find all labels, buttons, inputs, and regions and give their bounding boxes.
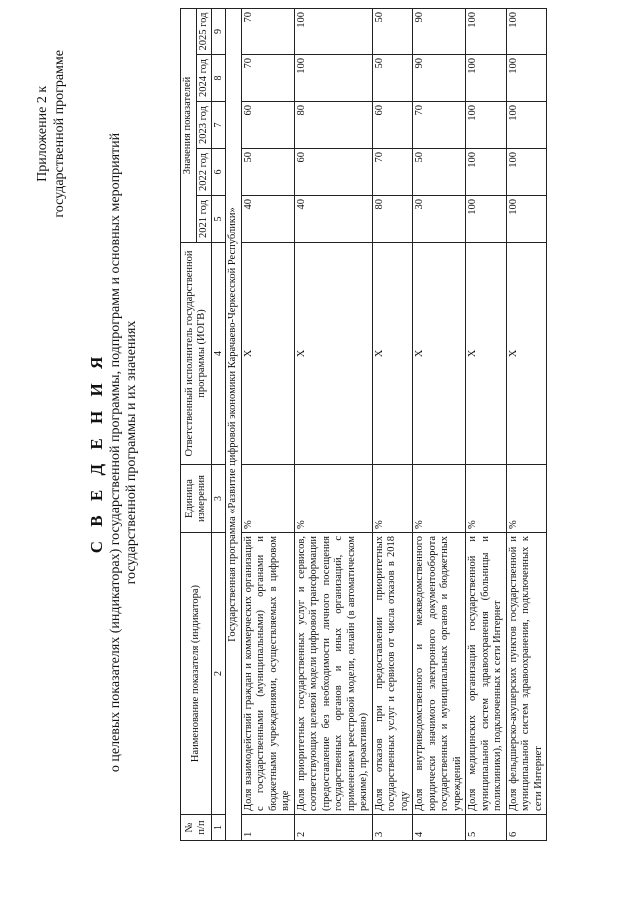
row-unit: % [466, 465, 507, 533]
row-executor: Х [372, 243, 413, 465]
column-index: 6 [212, 149, 226, 196]
row-value-2024: 70 [241, 55, 294, 102]
row-num: 5 [466, 815, 507, 841]
table-row [466, 9, 507, 841]
row-value-2022: 70 [372, 149, 413, 196]
row-value-2022: 100 [506, 149, 547, 196]
row-value-2022: 50 [241, 149, 294, 196]
header-executor: Ответственный исполнитель государственной программы (ИОГВ) [181, 243, 212, 465]
row-value-2022: 100 [466, 149, 507, 196]
appendix-line-1: Приложение 2 к [35, 85, 50, 182]
header-row [181, 9, 197, 841]
row-value-2025: 100 [466, 9, 507, 55]
row-value-2021: 30 [413, 196, 466, 243]
header-year: 2022 год [196, 149, 212, 196]
header-year: 2021 год [196, 196, 212, 243]
row-num: 3 [372, 815, 413, 841]
row-indicator-name: Доля приоритетных государственных услуг и сервисов, соответствующих целевой модели цифровой трансформации (предоставление без необходимости личного посещения государственных органов и иных организаций, с применением реестровой модели, онлайн (в автоматическом режиме), проактивно) [294, 533, 372, 815]
row-num: 4 [413, 815, 466, 841]
row-value-2021: 80 [372, 196, 413, 243]
row-value-2023: 80 [294, 102, 372, 149]
row-value-2023: 70 [413, 102, 466, 149]
row-value-2024: 100 [506, 55, 547, 102]
row-value-2023: 60 [372, 102, 413, 149]
row-value-2021: 40 [241, 196, 294, 243]
subtitle-line-2: государственной программы и их значениях [124, 320, 139, 585]
header-year: 2025 год [196, 9, 212, 55]
row-executor: Х [241, 243, 294, 465]
row-value-2025: 100 [294, 9, 372, 55]
table-row [294, 9, 372, 841]
row-indicator-name: Доля внутриведомственного и межведомственного юридически значимого электронного документооборота государственных и муниципальных органов и бюджетных учреждений [413, 533, 466, 815]
row-value-2025: 90 [413, 9, 466, 55]
column-index-row [212, 9, 226, 841]
row-value-2025: 100 [506, 9, 547, 55]
column-index: 1 [212, 815, 226, 841]
row-executor: Х [413, 243, 466, 465]
row-value-2024: 50 [372, 55, 413, 102]
row-value-2021: 100 [506, 196, 547, 243]
header-year: 2024 год [196, 55, 212, 102]
table-row [506, 9, 547, 841]
row-executor: Х [294, 243, 372, 465]
table-row [372, 9, 413, 841]
row-value-2024: 100 [294, 55, 372, 102]
column-index: 3 [212, 465, 226, 533]
row-unit: % [413, 465, 466, 533]
header-year: 2023 год [196, 102, 212, 149]
column-index: 2 [212, 533, 226, 815]
document-title: С В Е Д Е Н И Я [87, 351, 106, 554]
row-value-2021: 100 [466, 196, 507, 243]
header-values-group: Значения показателей [181, 9, 197, 243]
column-index: 7 [212, 102, 226, 149]
program-title-row [226, 9, 242, 841]
row-value-2025: 70 [241, 9, 294, 55]
row-num: 6 [506, 815, 547, 841]
row-value-2024: 100 [466, 55, 507, 102]
column-index: 5 [212, 196, 226, 243]
row-num: 1 [241, 815, 294, 841]
row-indicator-name: Доля медицинских организаций государственной и муниципальной систем здравоохранения (больницы и поликлиники), подключенных к сети Интернет [466, 533, 507, 815]
row-executor: Х [466, 243, 507, 465]
column-index: 9 [212, 9, 226, 55]
column-index: 8 [212, 55, 226, 102]
program-title: Государственная программа «Развитие цифровой экономики Карачаево-Черкесской Республики» [226, 9, 242, 841]
table-row [413, 9, 466, 841]
row-unit: % [294, 465, 372, 533]
row-indicator-name: Доля отказов при предоставлении приоритетных государственных услуг и сервисов от числа отказов в 2018 году [372, 533, 413, 815]
row-indicator-name: Доля взаимодействий граждан и коммерческих организаций с государственными (муниципальными) органами и бюджетными учреждениями, осуществляемых в цифровом виде [241, 533, 294, 815]
row-value-2021: 40 [294, 196, 372, 243]
appendix-note [34, 50, 68, 218]
column-index: 4 [212, 243, 226, 465]
subtitle-line-1: о целевых показателях (индикаторах) государственной программы, подпрограмм и основных мероприятий [108, 132, 123, 773]
row-value-2023: 100 [506, 102, 547, 149]
row-executor: Х [506, 243, 547, 465]
appendix-line-2: государственной программе [52, 50, 67, 218]
row-num: 2 [294, 815, 372, 841]
row-value-2023: 100 [466, 102, 507, 149]
row-value-2023: 60 [241, 102, 294, 149]
header-unit: Единица измерения [181, 465, 212, 533]
row-value-2024: 90 [413, 55, 466, 102]
row-unit: % [241, 465, 294, 533]
row-unit: % [372, 465, 413, 533]
document-subtitle [108, 0, 140, 905]
row-value-2022: 50 [413, 149, 466, 196]
indicators-table [180, 8, 547, 841]
row-unit: % [506, 465, 547, 533]
row-value-2022: 60 [294, 149, 372, 196]
row-indicator-name: Доля фельдшерско-акушерских пунктов государственной и муниципальной систем здравоохранения, подключенных к сети Интернет [506, 533, 547, 815]
header-name: Наименование показателя (индикатора) [181, 533, 212, 815]
row-value-2025: 50 [372, 9, 413, 55]
header-num: № п/п [181, 815, 212, 841]
table-row [241, 9, 294, 841]
